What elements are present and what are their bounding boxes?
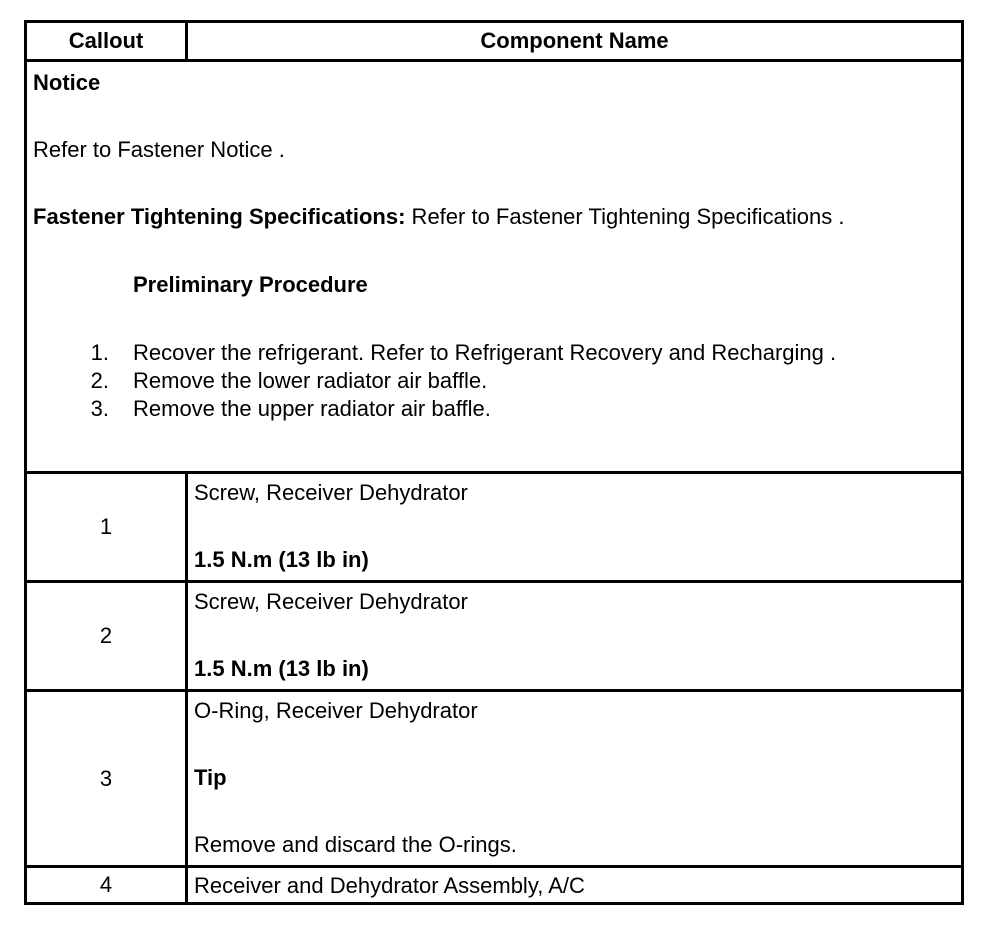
component-table xyxy=(24,20,964,905)
component-name-header: Component Name xyxy=(187,22,963,61)
step-item xyxy=(33,395,961,423)
table-row xyxy=(26,691,963,867)
tip-text: Remove and discard the O-rings. xyxy=(194,832,517,857)
table-row xyxy=(26,582,963,691)
fastener-spec-line xyxy=(33,204,961,229)
callout-cell: 4 xyxy=(26,867,187,904)
component-cell xyxy=(187,691,963,867)
fastener-spec-label: Fastener Tightening Specifications: xyxy=(33,204,406,229)
notice-text: Refer to Fastener Notice . xyxy=(33,137,285,162)
component-cell xyxy=(187,582,963,691)
step-number: 3. xyxy=(90,396,109,421)
component-name: Screw, Receiver Dehydrator xyxy=(194,589,468,614)
notice-row xyxy=(26,61,963,473)
torque-spec: 1.5 N.m (13 lb in) xyxy=(194,656,369,681)
notice-title: Notice xyxy=(33,70,101,95)
torque-spec: 1.5 N.m (13 lb in) xyxy=(194,547,369,572)
step-number: 2. xyxy=(90,368,109,393)
step-item xyxy=(33,367,961,395)
table-row xyxy=(26,473,963,582)
component-cell xyxy=(187,473,963,582)
component-name: Receiver and Dehydrator Assembly, A/C xyxy=(194,872,585,898)
step-number: 1. xyxy=(90,340,109,365)
table-header-row xyxy=(26,22,963,61)
step-text: Recover the refrigerant. Refer to Refrigerant Recovery and Recharging . xyxy=(133,340,837,365)
table-row xyxy=(26,867,963,904)
step-text: Remove the lower radiator air baffle. xyxy=(133,368,488,393)
callout-cell: 2 xyxy=(26,582,187,691)
tip-label: Tip xyxy=(194,765,227,790)
component-cell xyxy=(187,867,963,904)
callout-header: Callout xyxy=(26,22,187,61)
callout-cell: 1 xyxy=(26,473,187,582)
component-name: O-Ring, Receiver Dehydrator xyxy=(194,698,478,723)
preliminary-procedure-title: Preliminary Procedure xyxy=(133,272,368,297)
callout-cell: 3 xyxy=(26,691,187,867)
step-text: Remove the upper radiator air baffle. xyxy=(133,396,491,421)
component-name: Screw, Receiver Dehydrator xyxy=(194,480,468,505)
preliminary-steps-list xyxy=(33,339,961,423)
fastener-spec-text: Refer to Fastener Tightening Specifications . xyxy=(405,204,845,229)
step-item xyxy=(33,339,961,367)
notice-cell xyxy=(26,61,963,473)
